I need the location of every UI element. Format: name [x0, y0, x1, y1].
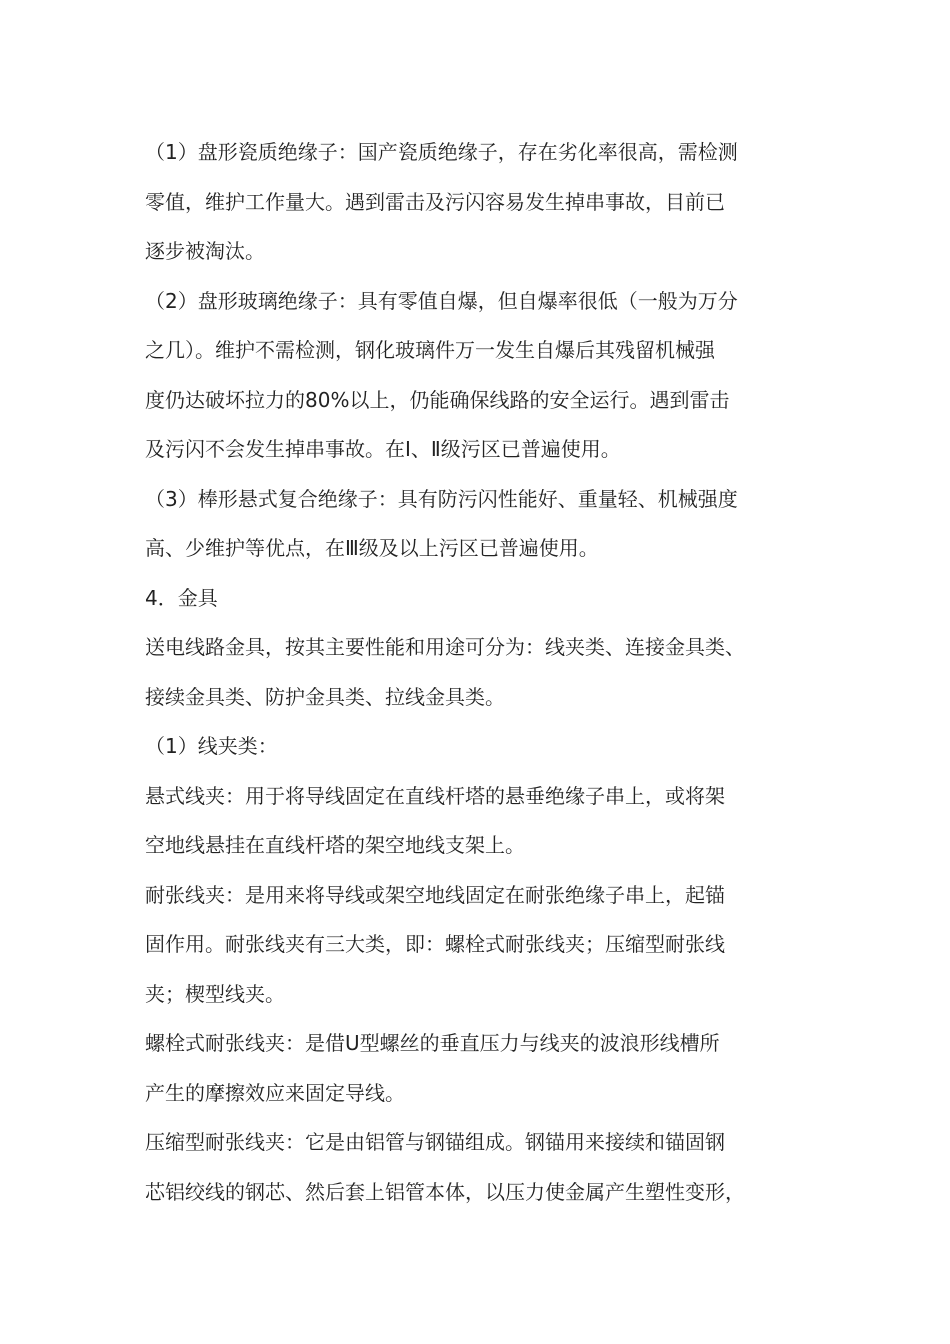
text-line: 悬式线夹：用于将导线固定在直线杆塔的悬垂绝缘子串上，或将架 — [145, 783, 725, 808]
text-line: 之几）。维护不需检测，钢化玻璃件万一发生自爆后其残留机械强 — [145, 338, 715, 362]
text-line: 逐步被淘汰。 — [145, 239, 265, 263]
document-body — [145, 128, 810, 1217]
paragraph-strain-clamp — [145, 871, 810, 1020]
paragraph-glass-insulator — [145, 277, 810, 475]
paragraph-suspension-clamp — [145, 772, 810, 871]
subheading-clamps — [145, 722, 810, 772]
text-line: （3）棒形悬式复合绝缘子：具有防污闪性能好、重量轻、机械强度 — [145, 486, 738, 511]
text-line: 接续金具类、防护金具类、拉线金具类。 — [145, 684, 505, 709]
paragraph-composite-insulator — [145, 475, 810, 574]
text-line: 零值，维护工作量大。遇到雷击及污闪容易发生掉串事故，目前已 — [145, 189, 725, 214]
text-line: 螺栓式耐张线夹：是借U型螺丝的垂直压力与线夹的波浪形线槽所 — [145, 1031, 720, 1055]
text-line: （2）盘形玻璃绝缘子：具有零值自爆，但自爆率很低（一般为万分 — [145, 288, 738, 313]
section-heading: 4．金具 — [145, 585, 218, 610]
text-line: 芯铝绞线的钢芯、然后套上铝管本体，以压力使金属产生塑性变形， — [145, 1179, 745, 1204]
text-line: 送电线路金具，按其主要性能和用途可分为：线夹类、连接金具类、 — [145, 635, 745, 659]
text-line: 空地线悬挂在直线杆塔的架空地线支架上。 — [145, 833, 525, 857]
paragraph-compression-strain-clamp — [145, 1118, 810, 1217]
subheading: （1）线夹类： — [145, 734, 278, 758]
paragraph-bolt-strain-clamp — [145, 1019, 810, 1118]
paragraph-fittings-overview — [145, 623, 810, 722]
text-line: 压缩型耐张线夹：它是由铝管与钢锚组成。钢锚用来接续和锚固钢 — [145, 1130, 725, 1154]
text-line: 产生的摩擦效应来固定导线。 — [145, 1080, 405, 1105]
text-line: 高、少维护等优点，在Ⅲ级及以上污区已普遍使用。 — [145, 536, 599, 560]
section-heading-fittings — [145, 574, 810, 624]
text-line: 固作用。耐张线夹有三大类，即：螺栓式耐张线夹；压缩型耐张线 — [145, 932, 725, 956]
text-line: 度仍达破坏拉力的80%以上，仍能确保线路的安全运行。遇到雷击 — [145, 387, 730, 412]
text-line: 夹；楔型线夹。 — [145, 981, 285, 1006]
paragraph-porcelain-insulator — [145, 128, 810, 277]
text-line: 及污闪不会发生掉串事故。在Ⅰ、Ⅱ级污区已普遍使用。 — [145, 437, 621, 461]
text-line: 耐张线夹：是用来将导线或架空地线固定在耐张绝缘子串上，起锚 — [145, 882, 725, 907]
text-line: （1）盘形瓷质绝缘子：国产瓷质绝缘子，存在劣化率很高，需检测 — [145, 140, 738, 164]
